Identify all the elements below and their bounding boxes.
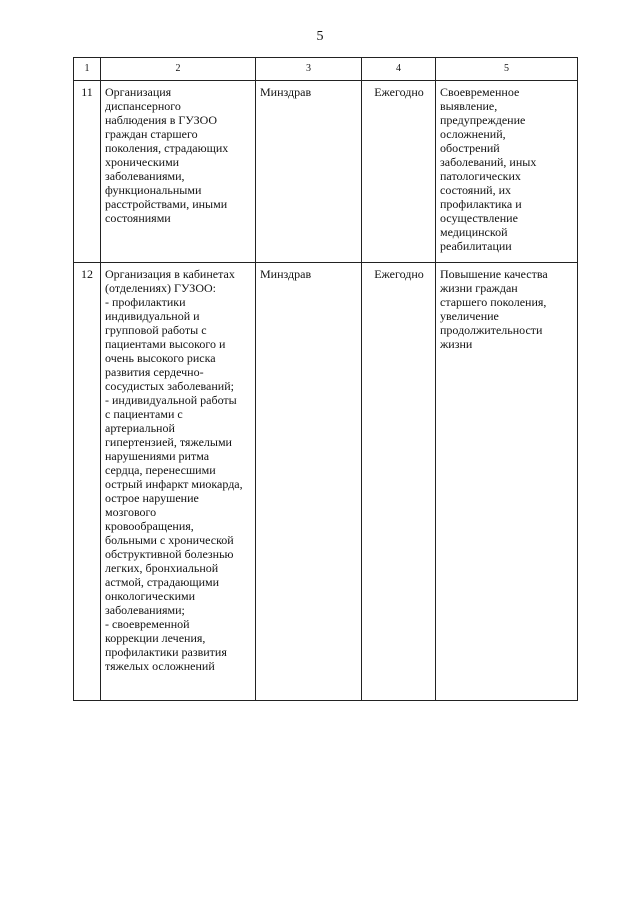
page-number: 5 <box>316 29 324 44</box>
row-number-cell <box>74 263 101 701</box>
column-number-4: 4 <box>362 58 436 81</box>
executor-text: Минздрав <box>260 267 312 281</box>
period-cell <box>362 263 436 701</box>
result-text: Своевременное выявление, предупреждение осложнений, обострений заболеваний, иных патологических состояний, их профилактика и осуществление медицинской реабилитации <box>440 85 537 253</box>
row-number: 12 <box>81 267 93 281</box>
column-number-header-row <box>74 58 578 81</box>
period-text: Ежегодно <box>374 267 424 281</box>
executor-cell <box>256 81 362 263</box>
activity-text: Организация диспансерного наблюдения в ГУЗОО граждан старшего поколения, страдающих хроническими заболеваниями, функциональными расстройствами, иными состояниями <box>105 85 229 225</box>
row-number: 11 <box>81 85 93 99</box>
column-number-3: 3 <box>256 58 362 81</box>
column-number-5: 5 <box>436 58 578 81</box>
activity-text: Организация в кабинетах (отделениях) ГУЗОО: - профилактики индивидуальной и групповой работы с пациентами высокого и очень высокого риска развития сердечно- сосудистых заболеваний; - индивидуальной работы с пациентами с артериальной гипертензией, тяжелыми нарушениями ритма сердца, перенесшими острый инфаркт миокарда, острое нарушение мозгового кровообращения, больными с хронической обструктивной болезнью легких, бронхиальной астмой, страдающими онкологическими заболеваниями; - своевременной коррекции лечения, профилактики развития тяжелых осложнений <box>105 267 243 673</box>
row-number-cell <box>74 81 101 263</box>
table-row <box>74 81 578 263</box>
result-text: Повышение качества жизни граждан старшего поколения, увеличение продолжительности жизни <box>440 267 548 351</box>
activity-cell <box>101 81 256 263</box>
executor-text: Минздрав <box>260 85 312 99</box>
column-number-2: 2 <box>101 58 256 81</box>
result-cell <box>436 263 578 701</box>
result-cell <box>436 81 578 263</box>
measures-table <box>73 57 578 701</box>
executor-cell <box>256 263 362 701</box>
column-number-1: 1 <box>74 58 101 81</box>
period-cell <box>362 81 436 263</box>
period-text: Ежегодно <box>374 85 424 99</box>
activity-cell <box>101 263 256 701</box>
table-row <box>74 263 578 701</box>
